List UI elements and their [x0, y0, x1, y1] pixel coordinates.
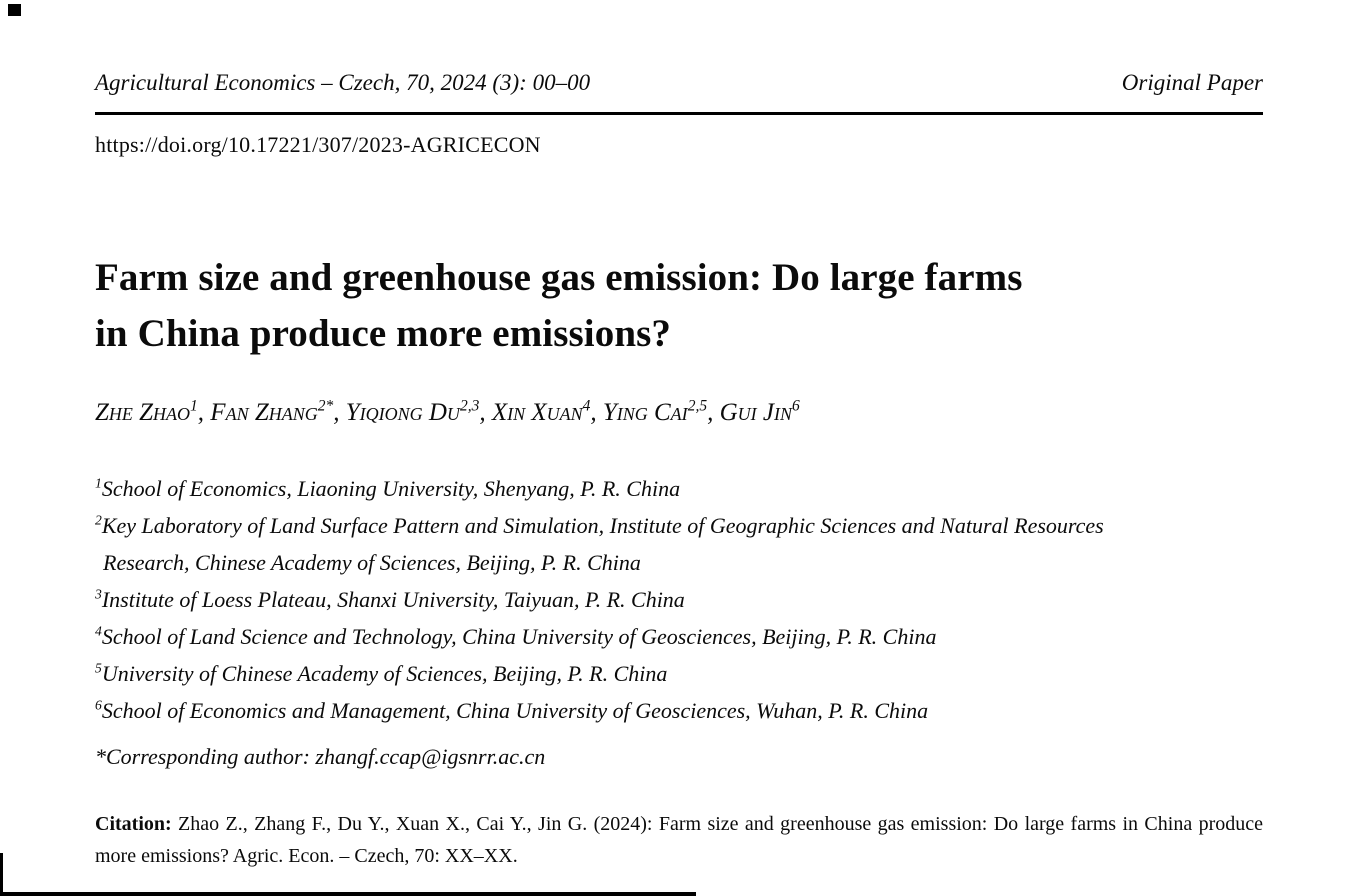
author: Yiqiong Du$^{2,3}$, — [345, 397, 492, 426]
author-list — [95, 399, 1263, 427]
author-affiliation-sup: 2* — [317, 397, 334, 415]
affiliation — [95, 655, 1175, 692]
author-affiliation-sup: 2,3 — [459, 397, 480, 415]
citation-text: Zhao Z., Zhang F., Du Y., Xuan X., Cai Y., Jin G. (2024): Farm size and greenhouse gas emission: Do large farms in China produce more emissions? Agric. Econ. – Czech, 70: XX–XX. — [95, 813, 1263, 867]
affiliation — [95, 581, 1175, 618]
affiliation-text: Key Laboratory of Land Surface Pattern and Simulation, Institute of Geographic Sciences and Natural Resources Research, Chinese Academy of Sciences, Beijing, P. R. China — [101, 513, 1104, 575]
journal-header-row — [95, 70, 1263, 96]
journal-title: Agricultural Economics – Czech, 70, 2024 (3): 00–00 — [95, 70, 591, 95]
affiliation — [95, 507, 1175, 581]
author-affiliation-sup: 1 — [190, 397, 198, 415]
affiliation-text: School of Land Science and Technology, China University of Geosciences, Beijing, P. R. China — [101, 624, 937, 649]
affiliation — [95, 692, 1175, 729]
header-divider — [95, 112, 1263, 115]
paper-title-line2: in China produce more emissions? — [95, 312, 671, 355]
author-affiliation-sup: 6 — [791, 397, 800, 415]
affiliation-text: School of Economics and Management, China University of Geosciences, Wuhan, P. R. China — [101, 698, 929, 723]
affiliation-text: University of Chinese Academy of Sciences, Beijing, P. R. China — [101, 661, 668, 686]
affiliation-sup: 1 — [95, 475, 102, 491]
affiliation-text: Institute of Loess Plateau, Shanxi University, Taiyuan, P. R. China — [101, 587, 685, 612]
affiliation-sup: 2 — [95, 512, 102, 528]
page-content — [95, 0, 1263, 896]
affiliation-list — [95, 470, 1175, 729]
author-affiliation-sup: 2,5 — [687, 397, 708, 415]
corner-scan-artifact — [8, 4, 21, 16]
author: Fan Zhang$^{2*}$, — [210, 397, 346, 426]
affiliation-sup: 3 — [95, 586, 102, 602]
affiliation-sup: 5 — [95, 660, 102, 676]
author: Zhe Zhao$^1$, — [95, 397, 211, 426]
affiliation — [95, 618, 1175, 655]
affiliation — [95, 470, 1175, 507]
affiliation-sup: 4 — [95, 623, 102, 639]
affiliation-sup: 6 — [95, 697, 102, 713]
corresponding-author-line — [95, 744, 545, 770]
paper-type-label: Original Paper — [1121, 70, 1263, 95]
paper-title — [95, 250, 1263, 362]
author: Xin Xuan$^4$, — [491, 397, 603, 426]
author: Ying Cai$^{2,5}$, — [602, 397, 720, 426]
citation-label: Citation: — [95, 813, 172, 835]
affiliation-text: School of Economics, Liaoning University, Shenyang, P. R. China — [101, 476, 681, 501]
author-affiliation-sup: 4 — [582, 397, 591, 415]
left-edge-artifact — [0, 853, 3, 896]
citation-block — [95, 808, 1263, 872]
paper-title-line1: Farm size and greenhouse gas emission: Do large farms — [95, 256, 1023, 299]
corresponding-author-email[interactable]: zhangf.ccap@igsnrr.ac.cn — [315, 744, 546, 769]
corresponding-author-prefix: *Corresponding author: — [95, 744, 316, 769]
author: Gui Jin$^6$ — [719, 397, 800, 426]
doi-link[interactable]: https://doi.org/10.17221/307/2023-AGRICECON — [95, 132, 541, 157]
